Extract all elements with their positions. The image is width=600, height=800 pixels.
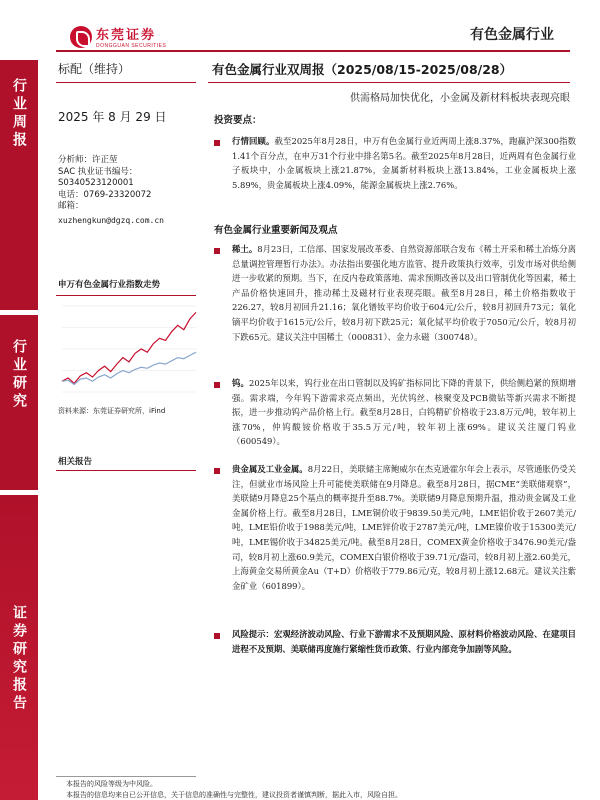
logo-english-name: DONGGUAN SECURITIES: [96, 43, 167, 49]
title-divider: [208, 82, 570, 83]
related-reports-title: 相关报告: [58, 457, 93, 467]
report-subtitle: 供需格局加快优化，小金属及新材料板块表现亮眼: [350, 93, 570, 104]
footer-risk-level: 本报告的风险等级为中风险。: [66, 780, 157, 788]
paragraph-risk-warning: 风险提示：宏观经济波动风险、行业下游需求不及预期风险、原材料价格波动风险、在建项目进程不及预期、美联储再度施行紧缩性货币政策、行业内部竞争加剧等风险。: [232, 629, 576, 654]
cert-number: S0340523120001: [58, 178, 134, 188]
bullet-icon: [214, 382, 220, 388]
footer-info-source: 本报告的信息均来自已公开信息，关于信息的准确性与完整性，建议投资者谨慎判断，据此入市，风险自担。: [66, 791, 402, 799]
analyst-info: [58, 155, 164, 226]
report-date: 2025 年 8 月 29 日: [58, 110, 167, 124]
chart-title-divider: [56, 295, 196, 296]
rating-divider: [56, 82, 196, 83]
bullet-icon: [214, 248, 220, 254]
chart-title: 申万有色金属行业指数走势: [58, 280, 161, 290]
chart-svg: [56, 300, 200, 400]
report-title: 有色金属行业双周报（2025/08/15-2025/08/28）: [212, 62, 513, 77]
sidebar-segment-weekly: 行业周报: [0, 60, 38, 310]
phone: 电话：0769-23320072: [58, 189, 152, 200]
chart-source: 资料来源：东莞证券研究所，iFind: [58, 407, 166, 415]
logo-chinese-name: 东莞证券: [96, 28, 157, 43]
chart-series-line-1: [62, 352, 196, 384]
bullet-icon: [214, 468, 220, 474]
paragraph-precious-industrial-metals: 贵金属及工业金属。8月22日，美联储主席鲍威尔在杰克逊霍尔年会上表示，尽管通胀仍受关注，但就业市场风险上升可能使美联储在9月降息。截至8月28日，据CME“美联储观察”，美联储9月降息25个基点的概率提升至88.7%。美联储9月降息预期升温，推动贵金属及工业金属价格上行。截至8月28日，LME铜价收于9839.50美元/吨，LME铝价收于2607美元/吨，LME铅价收于1988美元/吨，LME锌价收于2787美元/吨，LME镍价收于15300美元/吨，LME锡价收于34825美元/吨。截至8月28日，COMEX黄金价格收于3476.90美元/盎司，较8月初上涨60.9美元，COMEX白银价格收于39.71元/盎司，较8月初上涨2.60美元，上海黄金交易所黄金Au（T+D）价格收于779.86元/克，较8月初上涨12.68元。建议关注紫金矿业（601899）。: [232, 464, 576, 591]
paragraph-rare-earth: 稀土。8月23日，工信部、国家发展改革委、自然资源部联合发布《稀土开采和稀土冶炼分离总量调控管理暂行办法》。办法指出要强化地方监管、提升政策执行效率，引发市场对供给侧进一步收紧的预期。当下，在反内卷政策落地、需求预期改善以及出口管制优化等因素，稀土产品价格快速回升，推动稀土及磁材行业表现亮眼。截至8月28日，稀土价格指数收于226.27，较8月初回升21.16；氧化镨钕平均价收于604元/公斤，较8月初回升73元；氧化镝平均价收于1615元/公斤，较8月初下跌25元；氧化铽平均价收于7050元/公斤，较8月初下跌65元。建议关注中国稀土（000831）、金力永磁（300748）。: [232, 244, 577, 342]
analyst-name: 分析师：许正堃: [58, 155, 118, 165]
sidebar-segment-report: 证券研究报告: [0, 495, 38, 800]
paragraph-tungsten: 钨。2025年以来，钨行业在出口管制以及钨矿指标同比下降的背景下，供给侧趋紧的预期增强。需求端，今年钨下游需求亮点频出，光伏钨丝、核聚变及PCB微钻等新兴需求不断提振，进一步推动钨产品价格上行。截至8月28日，白钨精矿价格收于23.8万元/吨，较年初上涨70%，仲钨酸铵价格收于35.5万元/吨，较年初上涨69%。建议关注厦门钨业（600549）。: [232, 378, 576, 447]
related-divider: [56, 470, 196, 471]
bullet-icon: [214, 633, 220, 639]
header-divider: [56, 50, 570, 52]
logo-mark-icon: [70, 26, 92, 48]
sidebar-segment-research: 行业研究: [0, 315, 38, 490]
index-trend-chart: [56, 300, 200, 400]
bullet-icon: [214, 140, 220, 146]
cert-label: SAC 执业证书编号：: [58, 166, 138, 177]
paragraph-market-review: 行情回顾。截至2025年8月28日，申万有色金属行业近两周上涨8.37%，跑赢沪深300指数1.41个百分点，在申万31个行业中排名第5名。截至2025年8月28日，近两周有色金属行业子板块中，小金属板块上涨21.87%，金属新材料板块上涨13.84%，工业金属板块上涨5.89%，贵金属板块上涨4.09%，能源金属板块上涨2.76%。: [232, 136, 576, 190]
email-address[interactable]: xuzhengkun@dgzq.com.cn: [58, 215, 164, 225]
industry-header: 有色金属行业: [470, 27, 554, 43]
rating: 标配（维持）: [58, 62, 131, 76]
footer-disclaimer: [66, 779, 402, 800]
section-news-views: 有色金属行业重要新闻及观点: [214, 225, 338, 236]
section-investment-points: 投资要点：: [214, 115, 262, 126]
email-label: 邮箱：: [58, 201, 84, 211]
footer-divider: [56, 776, 196, 777]
company-logo: [70, 24, 166, 49]
sidebar: [0, 0, 38, 800]
